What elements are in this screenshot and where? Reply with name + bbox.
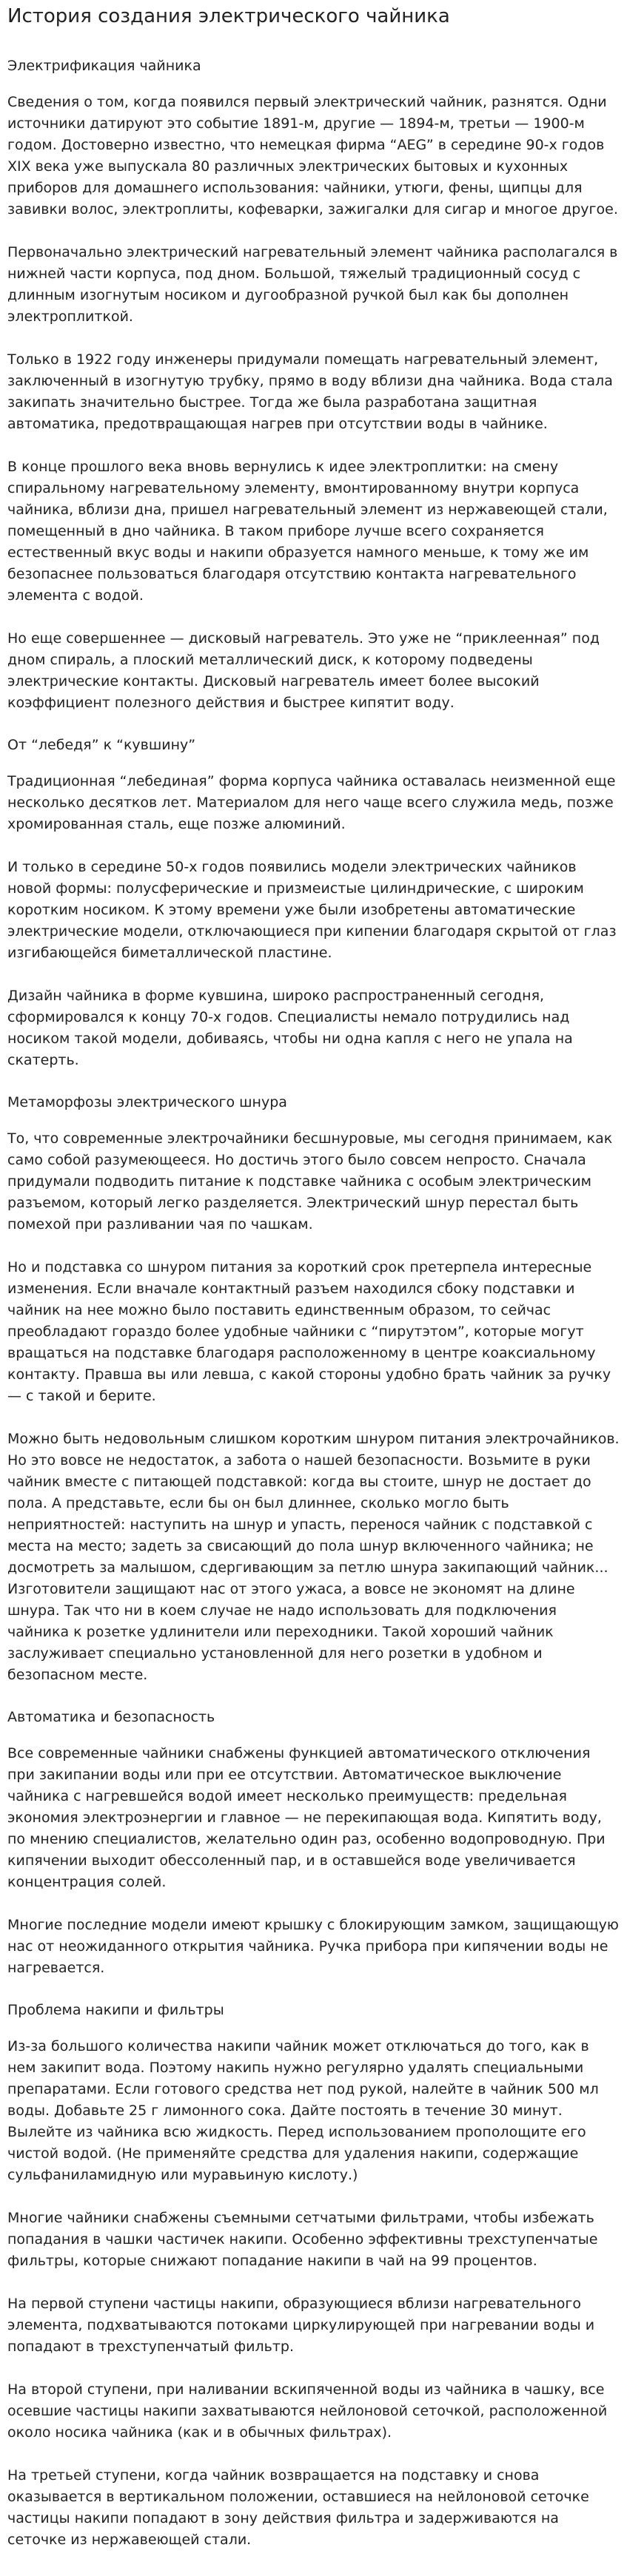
paragraph: Все современные чайники снабжены функцией автоматического отключения при закипании воды или при ее отсутствии. Автоматическое выключение чайника с нагревшейся водой имеет несколько преимуществ: предельная экономия электроэнергии и главное — не перекипающая вода. Кипятить воду, по мнению специалистов, желательно один раз, особенно водопроводную. При кипячении выходит обессоленный пар, и в оставшейся воде увеличивается концентрация солей. xyxy=(7,1745,606,1890)
article-section xyxy=(7,1093,620,1686)
paragraph: Многие последние модели имеют крышку с блокирующим замком, защищающую нас от неожиданного открытия чайника. Ручка прибора при кипячении воды не нагревается. xyxy=(7,1917,619,1976)
paragraph: Но и подставка со шнуром питания за короткий срок претерпела интересные изменения. Если вначале контактный разъем находился сбоку подставки и чайник на нее можно было поставить единственным образом, то сейчас преобладают гораздо более удобные чайники с “пирутэтом”, которые могут вращаться на подставке благодаря расположенному в центре коаксиальному контакту. Правша вы или левша, с какой стороны удобно брать чайник за ручку — с такой и берите. xyxy=(7,1259,611,1404)
section-heading: Автоматика и безопасность xyxy=(7,1709,215,1725)
article-section xyxy=(7,56,620,714)
paragraph: То, что современные электрочайники бесшнуровые, мы сегодня принимаем, как само собой разумеющееся. Но достичь этого было совсем непросто. Сначала придумали подводить питание к подставке чайника с особым электрическим разъемом, который легко разделяется. Электрический шнур перестал быть помехой при разливании чая по чашкам. xyxy=(7,1130,613,1233)
paragraph: Но еще совершеннее — дисковый нагреватель. Это уже не “приклеенная” под дном спираль, а плоский металлический диск, к которому подведены электрические контакты. Дисковый нагреватель имеет более высокий коэффициент полезного действия и быстрее кипятит воду. xyxy=(7,630,600,711)
article-section xyxy=(7,735,620,1071)
paragraph: Многие чайники снабжены съемными сетчатыми фильтрами, чтобы избежать попадания в чашки частичек накипи. Особенно эффективны трехступенчатые фильтры, которые снижают попадание накипи в чай на 99 процентов. xyxy=(7,2210,598,2269)
paragraph: На первой ступени частицы накипи, образующиеся вблизи нагревательного элемента, подхватываются потоками циркулирующей при нагревании воды и попадают в трехступенчатый фильтр. xyxy=(7,2296,595,2355)
paragraph: Традиционная “лебединая” форма корпуса чайника оставалась неизменной еще несколько десятков лет. Материалом для него чаще всего служила медь, позже хромированная сталь, еще позже алюминий. xyxy=(7,773,616,832)
section-heading: Проблема накипи и фильтры xyxy=(7,2002,224,2018)
section-heading: Метаморфозы электрического шнура xyxy=(7,1094,287,1110)
paragraph: Дизайн чайника в форме кувшина, широко распространенный сегодня, сформировался к концу 70-х годов. Специалисты немало потрудились над носиком такой модели, добиваясь, чтобы ни одна капля с него не упала на скатерть. xyxy=(7,988,573,1068)
article-section xyxy=(7,2000,620,2551)
paragraph: Первоначально электрический нагревательный элемент чайника располагался в нижней части корпуса, под дном. Большой, тяжелый традиционный сосуд с длинным изогнутым носиком и дугообразной ручкой был как бы дополнен электроплиткой. xyxy=(7,244,618,325)
paragraph: Из-за большого количества накипи чайник может отключаться до того, как в нем закипит вода. Поэтому накипь нужно регулярно удалять специальными препаратами. Если готового средства нет под рукой, налейте в чайник 500 мл воды. Добавьте 25 г лимонного сока. Дайте постоять в течение 30 минут. Вылейте из чайника всю жидкость. Перед использованием прополощите его чистой водой. (Не применяйте средства для удаления накипи, содержащие сульфаниламидную или муравьиную кислоту.) xyxy=(7,2038,599,2183)
paragraph: И только в середине 50-х годов появились модели электрических чайников новой формы: полусферические и призмеистые цилиндрические, с широким коротким носиком. К этому времени уже были изобретены автоматические электрические модели, отключающиеся при кипении благодаря скрытой от глаз изгибающейся биметаллической пластине. xyxy=(7,859,617,961)
paragraph: На второй ступени, при наливании вскипяченной воды из чайника в чашку, все осевшие частицы накипи захватываются нейлоновой сеточкой, расположенной около носика чайника (как и в обычных фильтрах). xyxy=(7,2381,608,2441)
section-heading: Электрификация чайника xyxy=(7,58,201,74)
paragraph: Можно быть недовольным слишком коротким шнуром питания электрочайников. Но это вовсе не недостаток, а забота о нашей безопасности. Возьмите в руки чайник вместе с питающей подставкой: когда вы стоите, шнур не достает до пола. А представьте, если бы он был длиннее, сколько могло быть неприятностей: наступить на шнур и упасть, перенося чайник с подставкой с места на место; задеть за свисающий до пола шнур включенного чайника; не досмотреть за малышом, сдергивающим за петлю шнура закипающий чайник... Изготовители защищают нас от этого ужаса, а вовсе не экономят на длине шнура. Так что ни в коем случае не надо использовать для подключения чайника к розетке удлинители или переходники. Такой хороший чайник заслуживает специально установленной для него розетки в удобном и безопасном месте. xyxy=(7,1431,620,1683)
article-body xyxy=(7,56,620,2551)
paragraph: В конце прошлого века вновь вернулись к идее электроплитки: на смену спиральному нагревательному элементу, вмонтированному внутри корпуса чайника, вблизи дна, пришел нагревательный элемент из нержавеющей стали, помещенный в дно чайника. В таком приборе лучше всего сохраняется естественный вкус воды и накипи образуется намного меньше, к тому же им безопаснее пользоваться благодаря отсутствию контакта нагревательного элемента с водой. xyxy=(7,459,608,604)
paragraph: На третьей ступени, когда чайник возвращается на подставку и снова оказывается в вертикальном положении, оставшиеся на нейлоновой сеточке частицы накипи попадают в зону действия фильтра и задерживаются на сеточке из нержавеющей стали. xyxy=(7,2467,589,2548)
paragraph: Только в 1922 году инженеры придумали помещать нагревательный элемент, заключенный в изогнутую трубку, прямо в воду вблизи дна чайника. Вода стала закипать значительно быстрее. Тогда же была разработана защитная автоматика, предотвращающая нагрев при отсутствии воды в чайнике. xyxy=(7,351,613,432)
section-heading: От “лебедя” к “кувшину” xyxy=(7,737,196,753)
page-title: История создания электрического чайника xyxy=(7,5,450,27)
article-section xyxy=(7,1707,620,1979)
paragraph: Сведения о том, когда появился первый электрический чайник, разнятся. Одни источники датируют это событие 1891-м, другие — 1894-м, третьи — 1900-м годом. Достоверно известно, что немецкая фирма “AEG” в середине 90-х годов XIX века уже выпускала 80 различных электрических бытовых и кухонных приборов для домашнего использования: чайники, утюги, фены, щипцы для завивки волос, электроплиты, кофеварки, зажигалки для сигар и многое другое. xyxy=(7,94,618,218)
